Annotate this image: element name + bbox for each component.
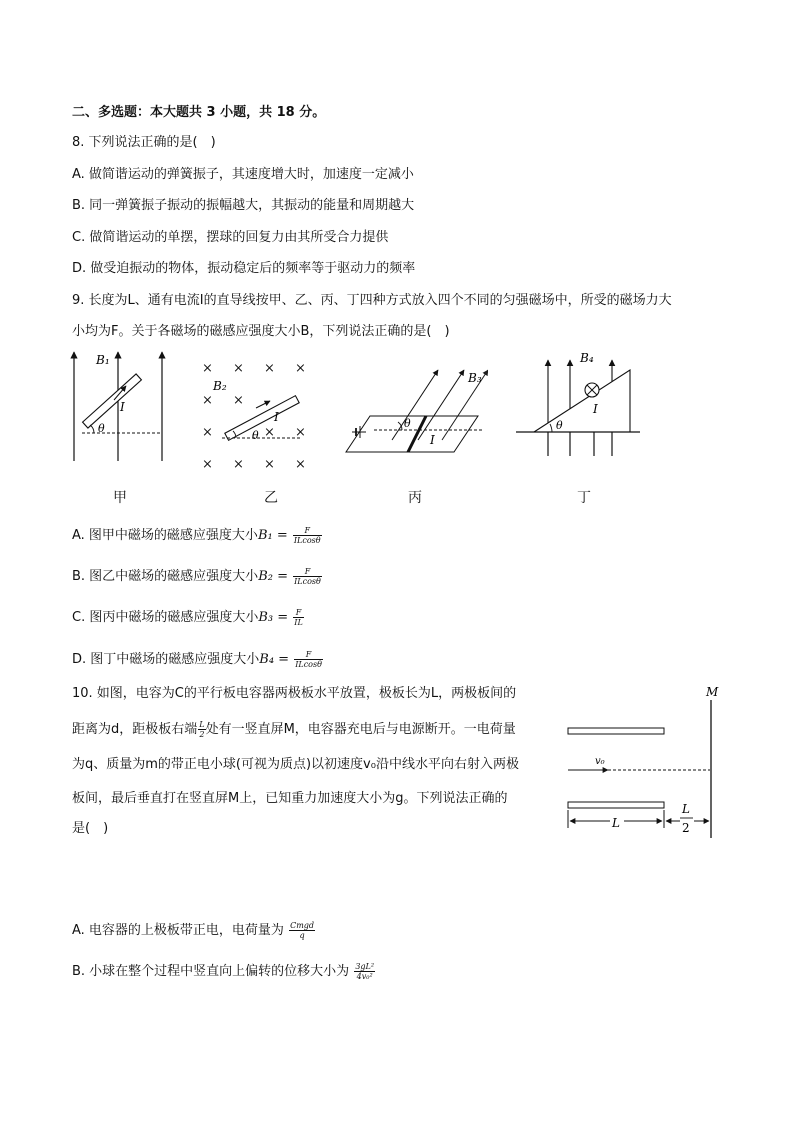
half-length-num: L [682,802,690,816]
svg-text:×: × [264,361,275,376]
figure-jia [64,346,174,466]
svg-text:×: × [264,425,275,440]
bing-current-label: I [430,433,435,447]
caption-bing: 丙 [408,490,422,506]
caption-jia: 甲 [113,490,127,506]
figure-yi [196,354,316,474]
half-length-den: 2 [682,821,690,835]
q9-option-a: A. 图甲中磁场的磁感应强度大小B₁ = $\frac{F}{ILcos\theta}$ [72,526,321,545]
yi-angle-label: θ [252,429,259,442]
q8-option-b: B. 同一弹簧振子振动的振幅越大，其振动的能量和周期越大 [72,198,415,213]
svg-text:×: × [295,457,306,472]
svg-text:×: × [202,393,213,408]
svg-text:×: × [233,393,244,408]
jia-current-label: I [120,400,125,414]
caption-ding: 丁 [577,490,591,506]
q10-line1: 10. 如图，电容为C的平行板电容器两极板水平放置，极板长为L，两极板间的 [72,686,517,701]
svg-text:×: × [295,425,306,440]
q10-line5: 是( ) [72,821,109,836]
q9-stem-line2: 小均为F。关于各磁场的磁感应强度大小B，下列说法正确的是( ) [72,324,450,339]
svg-text:×: × [295,361,306,376]
q8-stem: 8. 下列说法正确的是( ) [72,135,216,150]
velocity-label: v₀ [595,756,605,767]
yi-b2-label: B₂ [213,379,227,393]
q8-option-c: C. 做简谐运动的单摆，摆球的回复力由其所受合力提供 [72,230,389,245]
svg-text:×: × [233,457,244,472]
q10-option-b: B. 小球在整个过程中竖直向上偏转的位移大小为 $\frac{\text{3gL²}}{\text{4v₀²}}$ [72,962,375,981]
q8-option-a: A. 做简谐运动的弹簧振子，其速度增大时，加速度一定减小 [72,167,414,182]
jia-b1-label: B₁ [96,353,110,367]
q10-line2: 距离为d，距极板右端 $\frac{L}{2}$ 处有一竖直屏M，电容器充电后与电源断开。一电荷量 [72,720,516,739]
ding-current-label: I [593,402,598,416]
bing-b3-label: B₃ [468,371,482,385]
svg-text:×: × [202,425,213,440]
bing-angle-label: θ [404,417,411,430]
q9-option-c: C. 图丙中磁场的磁感应强度大小B₃ = $\frac{F}{IL}$ [72,608,303,627]
figure-capacitor [560,682,732,842]
jia-angle-label: θ [98,422,105,435]
ding-angle-label: θ [556,419,563,432]
svg-text:×: × [264,457,275,472]
ding-b4-label: B₄ [580,351,594,365]
q8-option-d: D. 做受迫振动的物体，振动稳定后的频率等于驱动力的频率 [72,261,416,276]
q10-option-a: A. 电容器的上极板带正电，电荷量为 $\frac{\text{Cmgd}}{q}$ [72,921,315,940]
section-heading: 二、多选题：本大题共 3 小题，共 18 分。 [72,105,326,120]
q10-line3: 为q、质量为m的带正电小球(可视为质点)以初速度v₀沿中线水平向右射入两极 [72,757,519,772]
q10-line4: 板间，最后垂直打在竖直屏M上，已知重力加速度大小为g。下列说法正确的 [72,791,508,806]
svg-text:×: × [202,361,213,376]
q9-stem-line1: 9. 长度为L、通有电流I的直导线按甲、乙、丙、丁四种方式放入四个不同的匀强磁场中，所受的磁场力大 [72,293,672,308]
svg-text:×: × [233,361,244,376]
svg-text:×: × [202,457,213,472]
caption-yi: 乙 [264,490,278,506]
figure-ding [512,346,642,462]
q9-option-d: D. 图丁中磁场的磁感应强度大小B₄ = $\frac{F}{ILcos\theta}$ [72,650,322,669]
screen-label: M [706,685,719,699]
figure-bing [338,366,488,458]
q9-option-b: B. 图乙中磁场的磁感应强度大小B₂ = $\frac{F}{ILcos\theta}$ [72,567,321,586]
length-label: L [612,816,620,830]
yi-current-label: I [274,410,279,424]
